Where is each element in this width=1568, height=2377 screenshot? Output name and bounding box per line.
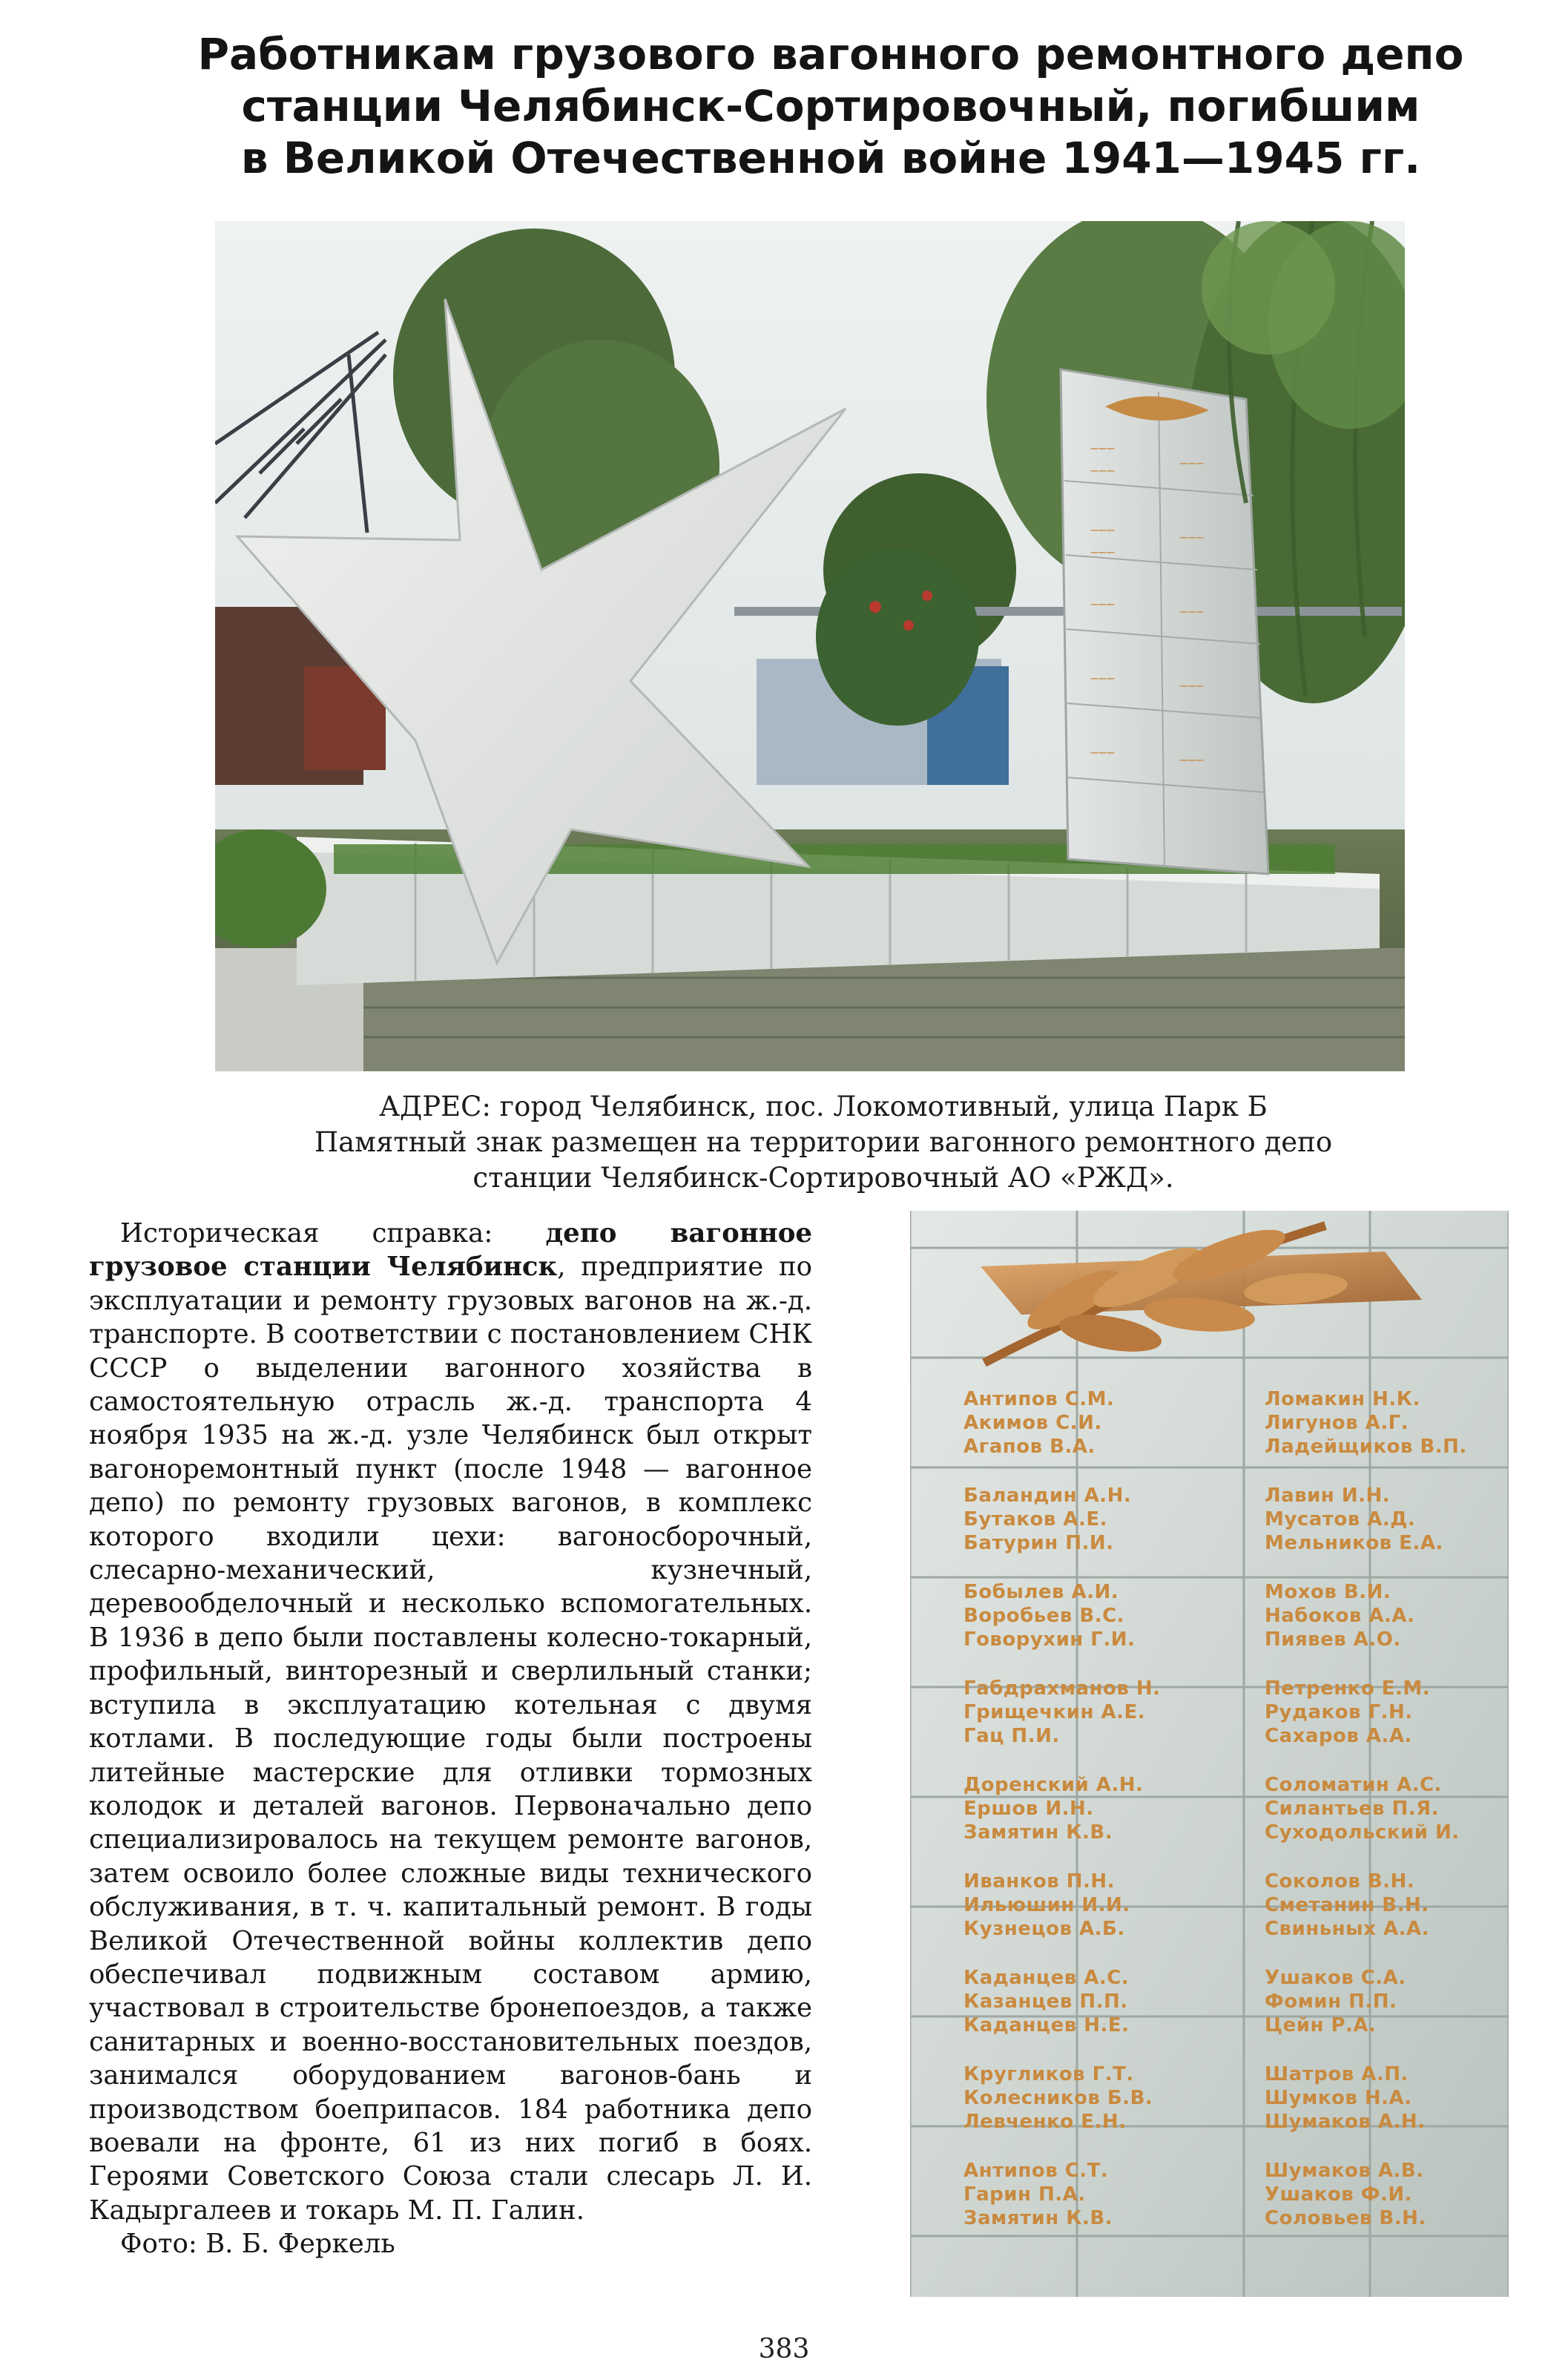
caption-address: АДРЕС: город Челябинск, пос. Локомотивный, улица Парк Б: [379, 1091, 1268, 1122]
memorial-name-left: Антипов С.Т.: [963, 2160, 1109, 2182]
memorial-name-right: Мельников Е.А.: [1265, 1532, 1443, 1554]
memorial-name-left: Колесников Б.В.: [963, 2087, 1153, 2109]
memorial-name-left: Замятин К.В.: [963, 1821, 1113, 1844]
caption-line-3: станции Челябинск-Сортировочный АО «РЖД».: [472, 1162, 1174, 1194]
stele-name-mark: ———: [1179, 681, 1204, 691]
stele-name-mark: ———: [1090, 674, 1115, 683]
memorial-name-left: Гац П.И.: [963, 1725, 1060, 1747]
memorial-name-left: Антипов С.М.: [963, 1388, 1115, 1410]
memorial-tablet-illustration: [910, 1211, 1509, 2297]
memorial-tablet-photo: [910, 1211, 1509, 2297]
memorial-name-right: Силантьев П.Я.: [1265, 1798, 1440, 1820]
title-line-1: Работникам грузового вагонного ремонтного депо: [197, 29, 1464, 79]
memorial-name-right: Ладейщиков В.П.: [1265, 1436, 1467, 1458]
stele-name-mark: ———: [1090, 748, 1115, 757]
stele-name-mark: ———: [1090, 599, 1115, 609]
memorial-name-right: Мохов В.И.: [1265, 1581, 1391, 1603]
article-intro: Историческая справка:: [120, 1218, 546, 1249]
memorial-name-left: Габдрахманов Н.: [963, 1677, 1161, 1700]
photo-credit: Фото: В. Б. Феркель: [120, 2229, 395, 2260]
memorial-name-right: Цейн Р.А.: [1265, 2014, 1377, 2036]
memorial-name-right: Шумков Н.А.: [1265, 2087, 1412, 2109]
memorial-name-left: Грищечкин А.Е.: [963, 1701, 1146, 1723]
memorial-name-right: Лигунов А.Г.: [1265, 1412, 1409, 1434]
memorial-name-right: Свиньных А.А.: [1265, 1918, 1429, 1940]
memorial-name-right: Суходольский И.: [1265, 1821, 1460, 1844]
memorial-name-right: Соловьев В.Н.: [1265, 2207, 1426, 2229]
memorial-name-right: Шумаков А.Н.: [1265, 2111, 1426, 2133]
caption-line-2: Памятный знак размещен на территории вагонного ремонтного депо: [314, 1126, 1333, 1158]
memorial-name-right: Ушаков С.А.: [1265, 1967, 1406, 1989]
article-body: , предприятие по эксплуатации и ремонту грузовых вагонов на ж.-д. транспорте. В соответствии с постановлением СНК СССР о выделении вагонного хозяйства в самостоятельную отрасль ж.-д. транспорта 4 ноября 1935 на ж.-д. узле Челябинск был открыт вагоноремонтный пункт (после 1948 — вагонное депо) по ремонту грузовых вагонов, в комплекс которого входили цехи: вагоносборочный, слесарно-механический, кузнечный, деревообделочный и несколько вспомогательных. В 1936 в депо были поставлены колесно-токарный, профильный, винторезный и сверлильный станки; вступила в эксплуатацию котельная с двумя котлами. В последующие годы были построены литейные мастерские для отливки тормозных колодок и деталей вагонов. Первоначально депо специализировалось на текущем ремонте вагонов, затем освоило более сложные виды технического обслуживания, в т. ч. капитальный ремонт. В годы Великой Отечественной войны коллектив депо обеспечивал подвижным составом армию, участвовал в строительстве бронепоездов, а также санитарных и военно-восстановительных поездов, занимался оборудованием вагонов-бань и производством боеприпасов. 184 работника депо воевали на фронте, 61 из них погиб в боях. Героями Советского Союза стали слесарь Л. И. Кадыргалеев и токарь М. П. Галин.: [89, 1252, 812, 2226]
memorial-name-left: Агапов В.А.: [963, 1436, 1096, 1458]
memorial-name-left: Кузнецов А.Б.: [963, 1918, 1125, 1940]
memorial-name-right: Мусатов А.Д.: [1265, 1508, 1416, 1531]
memorial-name-left: Казанцев П.П.: [963, 1990, 1128, 2013]
memorial-name-left: Доренский А.Н.: [963, 1774, 1144, 1796]
memorial-name-right: Шатров А.П.: [1265, 2063, 1409, 2085]
stele-name-mark: ———: [1179, 607, 1204, 617]
memorial-name-right: Набоков А.А.: [1265, 1605, 1415, 1627]
photo-caption: [245, 1089, 1402, 1196]
memorial-name-right: Сметанин В.Н.: [1265, 1894, 1429, 1916]
article-bold-term: депо вагонное грузовое станции Челябинск: [89, 1218, 812, 1283]
stele-name-mark: ———: [1179, 755, 1204, 765]
memorial-name-left: Ершов И.Н.: [963, 1798, 1094, 1820]
memorial-name-left: Говорухин Г.И.: [963, 1628, 1136, 1651]
memorial-name-left: Акимов С.И.: [963, 1412, 1102, 1434]
stele-name-mark: ———: [1090, 548, 1115, 557]
title-line-3: в Великой Отечественной войне 1941—1945 гг.: [240, 133, 1421, 183]
stele-name-mark: ———: [1090, 466, 1115, 476]
memorial-name-left: Замятин К.В.: [963, 2207, 1113, 2229]
memorial-name-right: Ломакин Н.К.: [1265, 1388, 1420, 1410]
memorial-name-left: Гарин П.А.: [963, 2183, 1086, 2206]
memorial-name-left: Кругликов Г.Т.: [963, 2063, 1134, 2085]
memorial-name-right: Рудаков Г.Н.: [1265, 1701, 1413, 1723]
memorial-name-left: Каданцев Н.Е.: [963, 2014, 1130, 2036]
memorial-name-right: Соломатин А.С.: [1265, 1774, 1442, 1796]
memorial-photo-illustration: [215, 221, 1405, 1071]
memorial-name-right: Шумаков А.В.: [1265, 2160, 1424, 2182]
article-text: [89, 1217, 812, 2261]
memorial-name-left: Каданцев А.С.: [963, 1967, 1130, 1989]
stele-name-mark: ———: [1179, 458, 1204, 468]
memorial-name-right: Пиявев А.О.: [1265, 1628, 1401, 1651]
memorial-name-right: Лавин И.Н.: [1265, 1485, 1391, 1507]
memorial-name-left: Ильюшин И.И.: [963, 1894, 1130, 1916]
page-title: [119, 28, 1543, 184]
memorial-name-left: Левченко Е.Н.: [963, 2111, 1127, 2133]
title-line-2: станции Челябинск-Сортировочный, погибшим: [241, 81, 1420, 131]
memorial-name-left: Бобылев А.И.: [963, 1581, 1119, 1603]
memorial-photo: [215, 221, 1405, 1071]
memorial-name-left: Воробьев В.С.: [963, 1605, 1125, 1627]
memorial-name-left: Батурин П.И.: [963, 1532, 1114, 1554]
memorial-name-left: Иванков П.Н.: [963, 1870, 1116, 1893]
page-number: 383: [758, 2334, 810, 2364]
stele-name-mark: ———: [1090, 525, 1115, 535]
memorial-name-right: Фомин П.П.: [1265, 1990, 1397, 2013]
stele-name-mark: ———: [1090, 444, 1115, 453]
memorial-name-right: Ушаков Ф.И.: [1265, 2183, 1413, 2206]
memorial-name-right: Сахаров А.А.: [1265, 1725, 1412, 1747]
memorial-name-right: Соколов В.Н.: [1265, 1870, 1415, 1893]
stele-name-mark: ———: [1179, 533, 1204, 542]
memorial-name-left: Бутаков А.Е.: [963, 1508, 1108, 1531]
memorial-name-left: Баландин А.Н.: [963, 1485, 1132, 1507]
memorial-name-right: Петренко Е.М.: [1265, 1677, 1431, 1700]
